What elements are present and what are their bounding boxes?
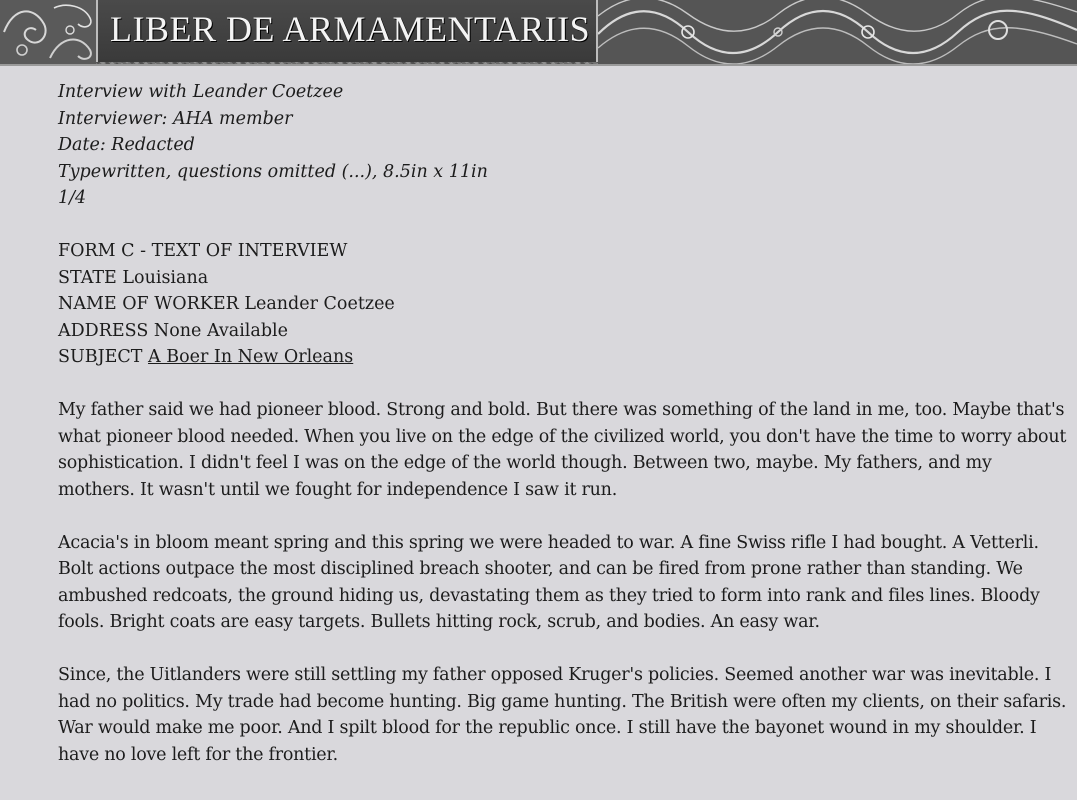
banner-title-plate <box>96 0 598 62</box>
date-line: Date: Redacted <box>58 135 195 155</box>
spacer <box>58 212 1068 239</box>
address-value: None Available <box>153 320 288 341</box>
state-value: Louisiana <box>122 267 209 288</box>
address-label: ADDRESS <box>58 320 149 341</box>
paragraph-1: My father said we had pioneer blood. Strong and bold. But there was something of the land in me, too. Maybe that's what pioneer blood needed. When you live on the edge of the civilized world, you don't have the time to worry about sophistication. I didn't feel I was on the edge of the world though. Between two, maybe. My fathers, and my mothers. It wasn't until we fought for independence I saw it run. <box>58 400 1067 500</box>
interviewer-line: Interviewer: AHA member <box>58 108 293 129</box>
interview-title: Interview with Leander Coetzee <box>58 82 344 102</box>
form-address <box>58 318 1068 345</box>
worker-label: NAME OF WORKER <box>58 294 239 314</box>
subject-label: SUBJECT <box>58 347 143 367</box>
form-worker <box>58 291 1068 318</box>
form-heading: FORM C - TEXT OF INTERVIEW <box>58 241 348 261</box>
ornate-filigree-icon <box>598 0 1077 64</box>
worker-value: Leander Coetzee <box>244 294 395 314</box>
spacer <box>58 371 1068 398</box>
interview-document <box>58 79 1068 768</box>
form-state <box>58 265 1068 292</box>
paragraph-2: Acacia's in bloom meant spring and this spring we were headed to war. A fine Swiss rifle I had bought. A Vetterli. Bolt actions outpace the most disciplined breach shooter, and can be fired from prone rather than standing. We ambushed redcoats, the ground hiding us, devastating them as they tried to form into rank and files lines. Bloody fools. Bright coats are easy targets. Bullets hitting rock, scrub, and bodies. An easy war. <box>58 532 1040 632</box>
header-banner <box>0 0 1077 66</box>
spacer <box>58 636 1068 663</box>
paragraph-3: Since, the Uitlanders were still settling my father opposed Kruger's policies. Seemed another war was inevitable. I had no politics. My trade had become hunting. Big game hunting. The British were often my clients, on their safaris. War would make me poor. And I spilt blood for the republic once. I still have the bayonet wound in my shoulder. I have no love left for the frontier. <box>58 665 1067 765</box>
form-subject <box>58 344 1068 371</box>
site-title[interactable]: LIBER DE ARMAMENTARIIS <box>110 9 591 49</box>
subject-link[interactable]: A Boer In New Orleans <box>148 347 354 367</box>
format-line: Typewritten, questions omitted (...), 8.5in x 11in <box>58 161 488 182</box>
ornate-filigree-icon <box>0 0 96 64</box>
spacer <box>58 503 1068 530</box>
state-label: STATE <box>58 267 117 288</box>
page-indicator: 1/4 <box>58 188 87 208</box>
